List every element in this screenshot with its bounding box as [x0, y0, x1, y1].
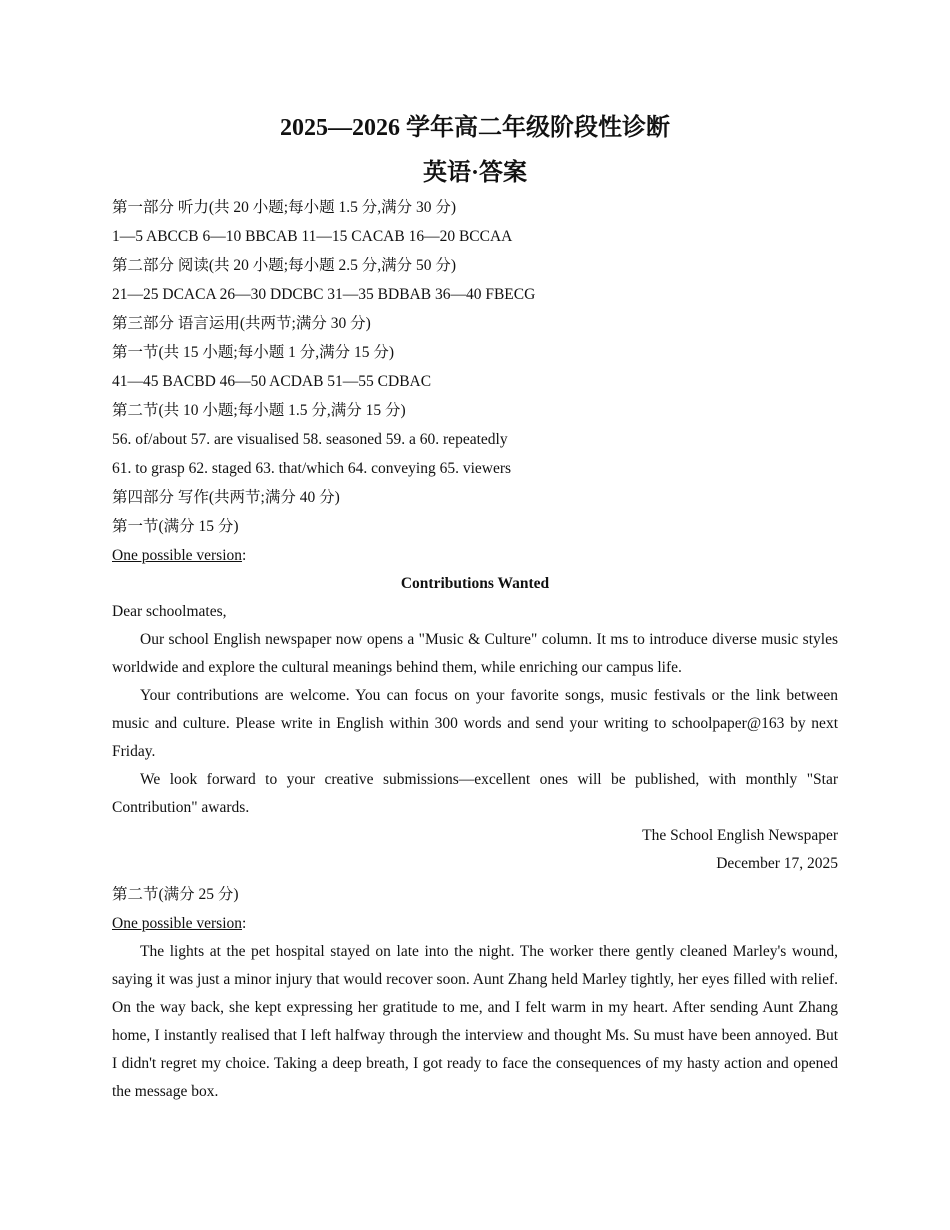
part1-heading: 第一部分 听力(共 20 小题;每小题 1.5 分,满分 30 分) — [112, 199, 457, 216]
letter-title: Contributions Wanted — [400, 575, 550, 592]
letter-signature: The School English Newspaper — [642, 827, 838, 844]
possible-version-colon: : — [242, 547, 247, 564]
part4-heading: 第四部分 写作(共两节;满分 40 分) — [112, 489, 340, 506]
part2-heading: 第二部分 阅读(共 20 小题;每小题 2.5 分,满分 50 分) — [112, 257, 457, 274]
document-subtitle: 英语·答案 — [422, 160, 527, 186]
part3-section2-heading: 第二节(共 10 小题;每小题 1.5 分,满分 15 分) — [112, 402, 406, 419]
document-title: 2025—2026 学年高二年级阶段性诊断 — [280, 115, 670, 141]
part2-answers: 21—25 DCACA 26—30 DDCBC 31—35 BDBAB 36—40 FBECG — [112, 286, 536, 303]
possible-version-text: One possible version — [112, 547, 243, 564]
letter-paragraph-1: Our school English newspaper now opens a "Music & Culture" column. It ms to introduce diverse music styles worldwide and explore the cultural meanings behind them, while enriching our campus life. — [112, 631, 838, 676]
part3-section1-heading: 第一节(共 15 小题;每小题 1 分,满分 15 分) — [112, 344, 395, 361]
part4-section1-heading: 第一节(满分 15 分) — [112, 518, 239, 535]
part4-section2-heading: 第二节(满分 25 分) — [112, 886, 239, 903]
part1-answers: 1—5 ABCCB 6—10 BBCAB 11—15 CACAB 16—20 BCCAA — [112, 228, 513, 245]
possible-version-colon-2: : — [242, 915, 247, 932]
part3-heading: 第三部分 语言运用(共两节;满分 30 分) — [112, 315, 371, 332]
possible-version-label-1 — [112, 541, 838, 570]
letter-date: December 17, 2025 — [716, 855, 838, 872]
possible-version-label-2 — [112, 909, 838, 938]
answer-sheet-page — [112, 112, 838, 1106]
letter-paragraph-3: We look forward to your creative submissions—excellent ones will be published, with monthly "Star Contribution" awards. — [112, 771, 838, 816]
part3-section2-answers-line2: 61. to grasp 62. staged 63. that/which 64. conveying 65. viewers — [112, 460, 512, 477]
part3-section2-answers-line1: 56. of/about 57. are visualised 58. seasoned 59. a 60. repeatedly — [112, 431, 508, 448]
story-paragraph: The lights at the pet hospital stayed on late into the night. The worker there gently cleaned Marley's wound, saying it was just a minor injury that would recover soon. Aunt Zhang held Marley tightly, her eyes filled with relief. On the way back, she kept expressing her gratitude to me, and I felt warm in my heart. After sending Aunt Zhang home, I instantly realised that I left halfway through the interview and thought Ms. Su must have been annoyed. But I didn't regret my choice. Taking a deep breath, I got ready to face the consequences of my hasty action and opened the message box. — [112, 943, 838, 1100]
letter-greeting: Dear schoolmates, — [112, 603, 227, 620]
possible-version-text-2: One possible version — [112, 915, 243, 932]
letter-paragraph-2: Your contributions are welcome. You can focus on your favorite songs, music festivals or the link between music and culture. Please write in English within 300 words and send your writing to schoolpaper@163 by next Friday. — [112, 687, 838, 760]
part3-section1-answers: 41—45 BACBD 46—50 ACDAB 51—55 CDBAC — [112, 373, 432, 390]
